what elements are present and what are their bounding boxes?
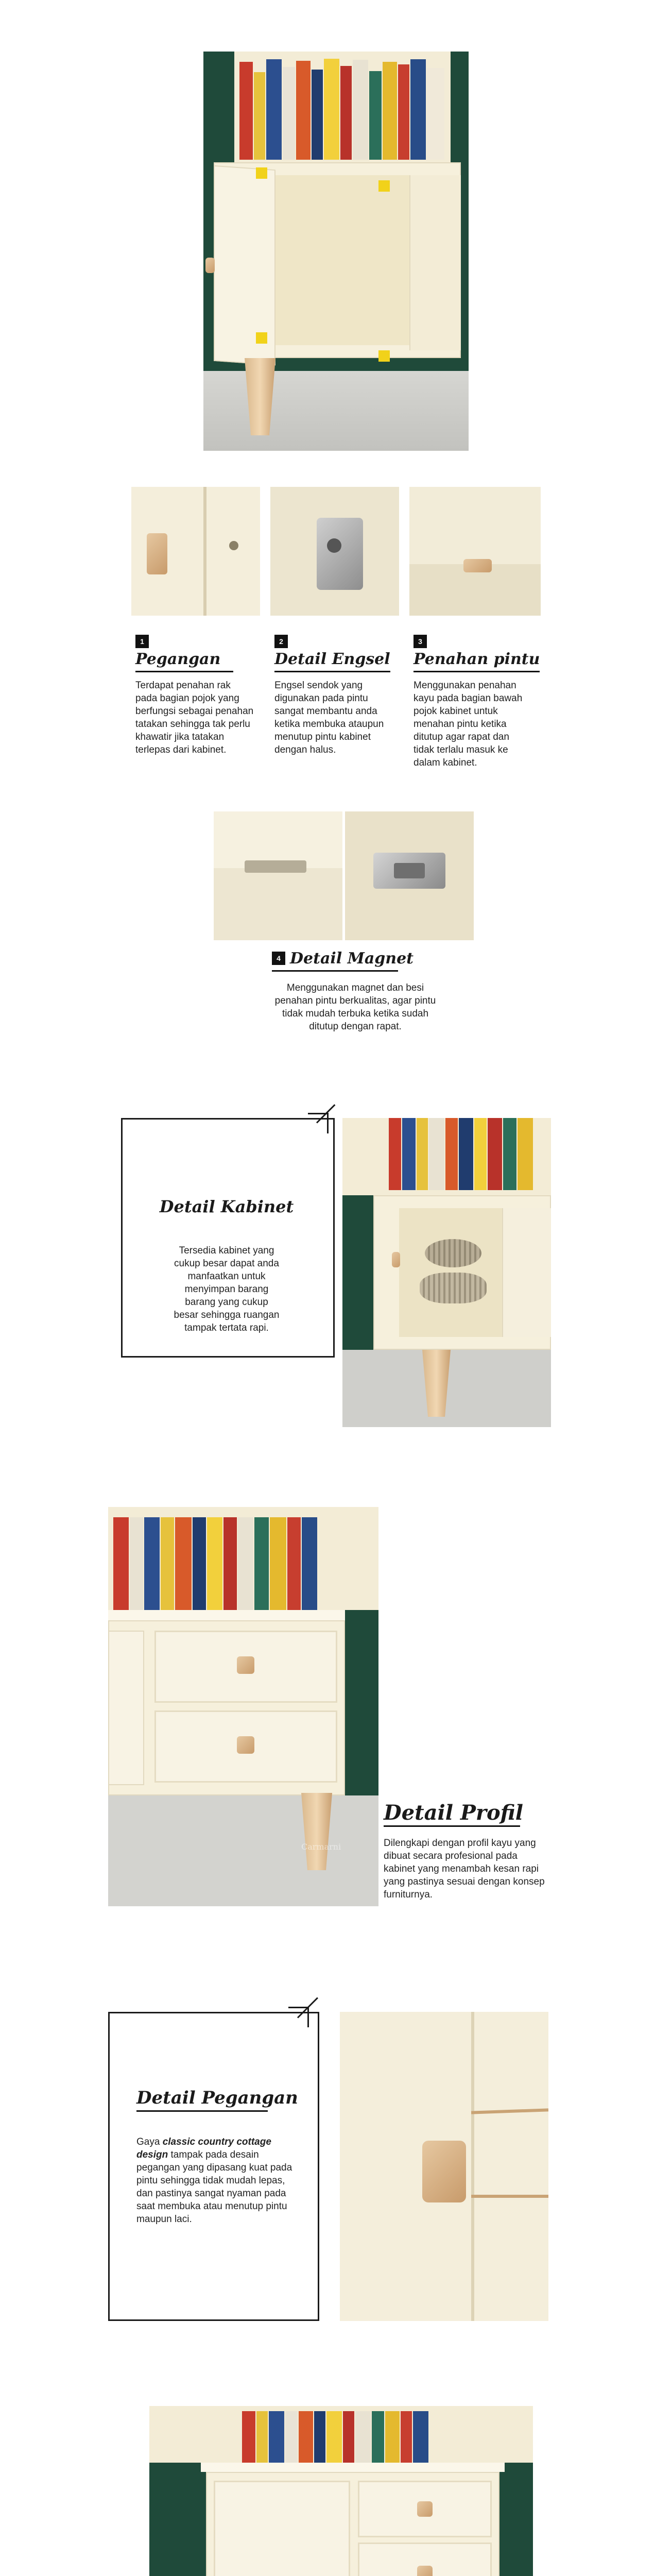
side-cabinet-photo (149, 2406, 533, 2576)
book-row (239, 57, 445, 160)
pegangan2-title: Detail Pegangan (136, 2088, 298, 2108)
detail-title-magnet: Detail Magnet (290, 950, 414, 968)
hinge-detail-photo (270, 487, 399, 616)
highlight-marker (378, 180, 390, 192)
highlight-marker (256, 167, 267, 179)
detail-text-pegangan: Terdapat penahan rak pada bagian pojok yang berfungsi sebagai penahan tatakan sehingga tak perlu khawatir jika tatakan terlepas dari kabinet. (135, 680, 254, 755)
highlight-marker (256, 332, 267, 344)
detail-title-penahan: Penahan pintu (413, 650, 540, 668)
detail-text-magnet: Menggunakan magnet dan besi penahan pintu berkualitas, agar pintu tidak mudah terbuka ketika sudah ditutup dengan rapat. (274, 982, 436, 1032)
profil-text: Dilengkapi dengan profil kayu yang dibuat secara profesional pada kabinet yang menambah kesan rapi yang pastinya sesuai dengan konsep furniturnya. (384, 1838, 545, 1900)
detail-number-badge: 3 (413, 635, 427, 648)
detail-number-badge: 2 (274, 635, 288, 648)
pegangan-photo (340, 2012, 548, 2321)
pegangan2-text: Gaya classic country cottage design tampak pada desain pegangan yang dipasang kuat pada pintu sehingga tidak mudah lepas, dan pastinya sangat nyaman pada saat membuka atau menutup pintu maupun laci. (136, 2137, 292, 2225)
watermark: Carmarni (301, 1842, 341, 1852)
detail-title-pegangan: Pegangan (135, 650, 221, 668)
magnet-detail-photo-1 (214, 811, 342, 940)
detail-text-penahan: Menggunakan penahan kayu pada bagian bawah pojok kabinet untuk menahan pintu ketika ditutup agar rapat dan tidak terlalu masuk ke dalam kabinet. (413, 680, 523, 768)
kabinet-title: Detail Kabinet (159, 1197, 294, 1216)
magnet-detail-photo-2 (345, 811, 474, 940)
profil-title: Detail Profil (384, 1801, 523, 1825)
highlight-marker (378, 350, 390, 362)
kabinet-text: Tersedia kabinet yang cukup besar dapat anda manfaatkan untuk menyimpan barang barang yang cukup besar sehingga ruangan tampak tertata rapi. (174, 1245, 280, 1333)
handle-detail-photo (131, 487, 260, 616)
detail-text-engsel: Engsel sendok yang digunakan pada pintu sangat membantu anda ketika membuka ataupun menutup pintu kabinet dengan halus. (274, 680, 384, 755)
detail-number-badge: 1 (135, 635, 149, 648)
profil-photo (108, 1507, 378, 1906)
kabinet-photo (342, 1118, 551, 1427)
detail-title-engsel: Detail Engsel (274, 650, 390, 668)
hero-open-cabinet-photo (203, 52, 469, 451)
door-stopper-detail-photo (409, 487, 541, 616)
detail-number-badge: 4 (272, 952, 285, 965)
